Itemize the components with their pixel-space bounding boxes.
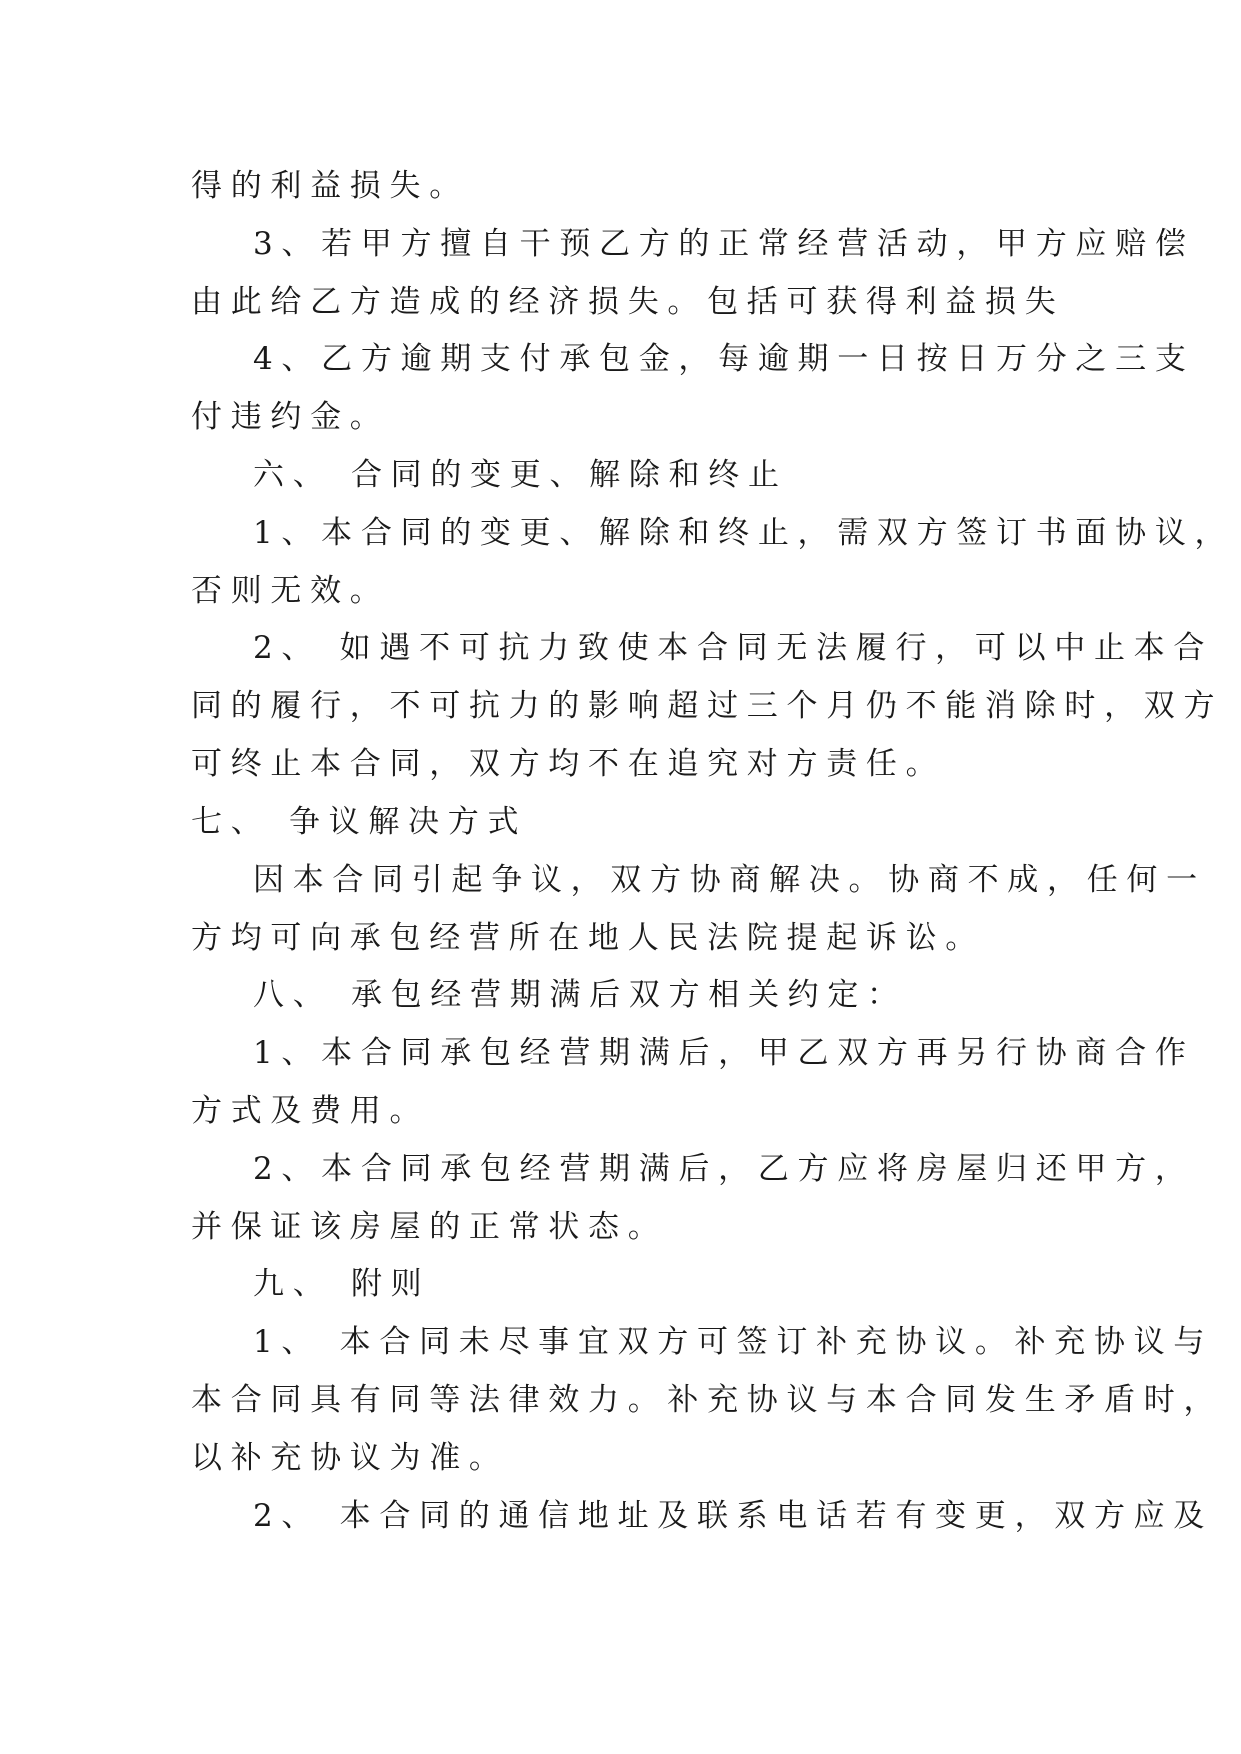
text-line: 2、 如遇不可抗力致使本合同无法履行，可以中止本合 [253,630,1214,666]
text-line: 因本合同引起争议，双方协商解决。协商不成，任何一 [253,862,1206,898]
text-line: 方式及费用。 [191,1093,430,1129]
text-line: 方均可向承包经营所在地人民法院提起诉讼。 [191,920,985,956]
text-line: 4、乙方逾期支付承包金，每逾期一日按日万分之三支 [253,341,1195,377]
text-line: 1、本合同承包经营期满后，甲乙双方再另行协商合作 [253,1035,1195,1071]
text-line: 1、 本合同未尽事宜双方可签订补充协议。补充协议与 [253,1324,1214,1360]
text-line: 2、 本合同的通信地址及联系电话若有变更，双方应及 [253,1498,1214,1534]
text-line: 以补充协议为准。 [191,1440,509,1476]
text-line: 同的履行，不可抗力的影响超过三个月仍不能消除时，双方 [191,688,1224,724]
text-line: 2、本合同承包经营期满后，乙方应将房屋归还甲方， [253,1151,1195,1187]
text-line: 3、若甲方擅自干预乙方的正常经营活动，甲方应赔偿 [253,226,1195,262]
text-line: 本合同具有同等法律效力。补充协议与本合同发生矛盾时， [191,1382,1224,1418]
text-line: 由此给乙方造成的经济损失。包括可获得利益损失 [191,284,1065,320]
text-line: 得的利益损失。 [191,168,469,204]
section-heading: 九、 附则 [253,1266,431,1302]
section-heading: 七、 争议解决方式 [191,804,528,840]
section-heading: 六、 合同的变更、解除和终止 [253,457,788,493]
text-line: 并保证该房屋的正常状态。 [191,1209,668,1245]
text-line: 否则无效。 [191,573,390,609]
text-line: 付违约金。 [191,399,390,435]
text-line: 1、本合同的变更、解除和终止，需双方签订书面协议， [253,515,1235,551]
text-line: 可终止本合同，双方均不在追究对方责任。 [191,746,946,782]
section-heading: 八、 承包经营期满后双方相关约定： [253,977,907,1013]
